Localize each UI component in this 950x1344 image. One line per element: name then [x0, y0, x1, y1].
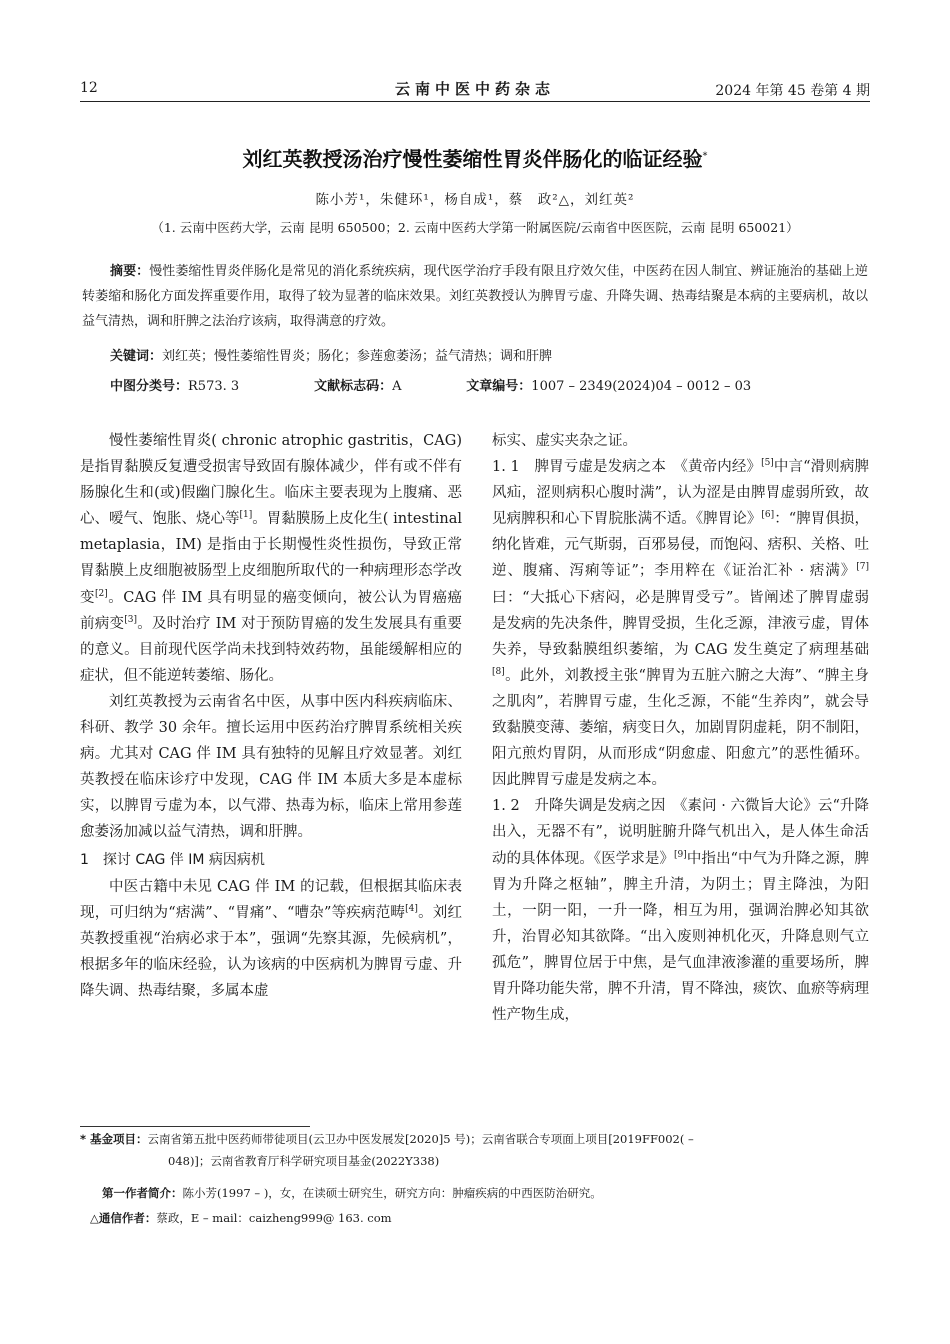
fund-text-continued: 048)]；云南省教育厅科学研究项目基金(2022Y338) — [168, 1154, 440, 1168]
first-author-label: 第一作者简介： — [102, 1186, 183, 1200]
citation: [5] — [761, 458, 774, 469]
citation: [4] — [405, 903, 418, 914]
issue-info: 2024 年第 45 卷第 4 期 — [715, 83, 870, 99]
paragraph: 慢性萎缩性胃炎( chronic atrophic gastritis，CAG) 是指胃黏膜反复遭受损害导致固有腺体减少，伴有或不伴有肠腺化生和(或)假幽门腺化生。临床主要表现为上腹痛、恶心、嗳气、饱胀、烧心等[1]。胃黏膜肠上皮化生( intestinal metaplasia，IM) 是指由于长期慢性炎性损伤，导致正常胃黏膜上皮细胞被肠型上皮细胞所取代的一种病理形态学改变[2]。CAG 伴 IM 具有明显的癌变倾向，被公认为胃癌癌前病变[3]。及时治疗 IM 对于预防胃癌的发生发展具有重要的意义。目前现代医学尚未找到特效药物，虽能缓解相应的症状，但不能逆转萎缩、肠化。 — [80, 433, 462, 684]
doc-code-label: 文献标志码： — [314, 379, 393, 394]
article-title-text: 刘红英教授汤治疗慢性萎缩性胃炎伴肠化的临证经验 — [242, 147, 703, 171]
paragraph: 刘红英教授为云南省名中医，从事中医内科疾病临床、科研、教学 30 余年。擅长运用中医药治疗脾胃系统相关疾病。尤其对 CAG 伴 IM 具有独特的见解且疗效显著。刘红英教授在临床诊疗中发现，CAG 伴 IM 本质大多是本虚标实，以脾胃亏虚为本，以气滞、热毒为标，临床上常用参莲愈萎汤加减以益气清热，调和肝脾。 — [80, 693, 462, 841]
citation: [6] — [761, 510, 775, 521]
first-author-text: 陈小芳(1997 – )，女，在读硕士研究生，研究方向：肿瘤疾病的中西医防治研究。 — [182, 1186, 602, 1200]
citation: [9] — [674, 849, 687, 860]
article-number-label: 文章编号： — [466, 379, 532, 394]
clc-label: 中图分类号： — [110, 379, 189, 394]
footnote-first-author — [80, 1182, 870, 1204]
footnote-corresponding-author — [80, 1207, 870, 1229]
keywords — [110, 345, 868, 364]
title-footnote-mark: * — [702, 150, 708, 162]
paragraph: 1. 1 脾胃亏虚是发病之本 《黄帝内经》[5]中言“滑则病脾风疝，涩则病积心腹时满”，认为涩是由脾胃虚弱所致，故见病脾积和心下胃脘胀满不适。《脾胃论》[6]：“脾胃俱损，纳化皆难，元气斯弱，百邪易侵，而饱闷、痞积、关格、吐逆、腹痛、泻痢等证”；李用粹在《证治汇补 · 痞满》[7]曰：“大抵心下痞闷，必是脾胃受亏”。皆阐述了脾胃虚弱是发病的先决条件，脾胃受损，生化乏源，津液亏虚，胃体失养，导致黏膜组织萎缩，为 CAG 发生奠定了病理基础[8]。此外，刘教授主张“脾胃为五脏六腑之大海”、“脾主身之肌肉”，若脾胃亏虚，生化乏源，不能“生养肉”，就会导致黏膜变薄、萎缩，病变日久，加剧胃阴虚耗，阴不制阳，阳亢煎灼胃阴，从而形成“阴愈虚、阳愈亢”的恶性循环。因此脾胃亏虚是发病之本。 — [492, 458, 870, 789]
fund-label: * 基金项目： — [80, 1132, 148, 1146]
subsection-heading: 1. 2 升降失调是发病之因 — [492, 798, 666, 815]
article-number-value: 1007 – 2349(2024)04 – 0012 – 03 — [531, 379, 752, 394]
citation: [8] — [492, 667, 505, 678]
abstract — [82, 259, 868, 334]
classification-line — [110, 375, 868, 394]
citation: [2] — [95, 588, 108, 599]
running-header — [80, 76, 870, 100]
paragraph: 中医古籍中未见 CAG 伴 IM 的记载，但根据其临床表现，可归纳为“痞满”、“胃痛”、“嘈杂”等疾病范畴[4]。刘红英教授重视“治病必求于本”，强调“先察其源，先候病机”，根据多年的临床经验，认为该病的中医病机为脾胃亏虚、升降失调、热毒结聚，多属本虚 — [80, 878, 462, 999]
corresponding-label: △通信作者： — [90, 1211, 157, 1225]
citation: [1] — [239, 510, 253, 521]
abstract-text: 慢性萎缩性胃炎伴肠化是常见的消化系统疾病，现代医学治疗手段有限且疗效欠佳，中医药在因人制宜、辨证施治的基础上逆转萎缩和肠化方面发挥重要作用，取得了较为显著的临床效果。刘红英教授认为脾胃亏虚、升降失调、热毒结聚是本病的主要病机，故以益气清热，调和肝脾之法治疗该病，取得满意的疗效。 — [82, 264, 868, 329]
footnote-fund — [80, 1128, 870, 1172]
section-heading: 1 探讨 CAG 伴 IM 病因病机 — [80, 851, 265, 868]
doc-code-value: A — [392, 379, 402, 394]
citation: [7] — [856, 562, 869, 573]
body-right-column — [492, 428, 869, 1028]
affiliations: （1. 云南中医药大学，云南 昆明 650500；2. 云南中医药大学第一附属医院/云南省中医医院，云南 昆明 650021） — [151, 220, 799, 235]
journal-name: 云南中医中药杂志 — [394, 80, 555, 98]
footnote-rule — [80, 1126, 310, 1127]
body-left-column — [80, 428, 462, 1004]
article-title — [0, 143, 950, 172]
authors: 陈小芳¹，朱健环¹，杨自成¹，蔡 政²△，刘红英² — [315, 192, 635, 208]
keywords-text: 刘红英；慢性萎缩性胃炎；肠化；参莲愈萎汤；益气清热；调和肝脾 — [162, 349, 553, 364]
subsection-heading: 1. 1 脾胃亏虚是发病之本 — [492, 459, 667, 476]
keywords-label: 关键词： — [110, 349, 163, 364]
header-rule — [80, 101, 870, 102]
page-number: 12 — [80, 80, 98, 96]
clc-value: R573. 3 — [188, 379, 240, 394]
fund-text: 云南省第五批中医药师带徒项目(云卫办中医发展发[2020]5 号)；云南省联合专项面上项目[2019FF002( – — [147, 1132, 694, 1146]
citation: [3] — [124, 614, 137, 625]
paragraph: 标实、虚实夹杂之证。 — [492, 433, 637, 449]
corresponding-text: 蔡政，E – mail：caizheng999@ 163. com — [156, 1211, 392, 1225]
paragraph: 1. 2 升降失调是发病之因 《素问 · 六微旨大论》云“升降出入，无器不有”，说明脏腑升降气机出入，是人体生命活动的具体体现。《医学求是》[9]中指出“中气为升降之源，脾胃为升降之枢轴”，脾主升清，为阴土；胃主降浊，为阳土，一阴一阳，一升一降，相互为用，强调治脾必知其欲升，治胃必知其欲降。“出入废则神机化灭，升降息则气立孤危”，脾胃位居于中焦，是气血津液渗灌的重要场所，脾胃升降功能失常，脾不升清，胃不降浊，痰饮、血瘀等病理性产物生成， — [492, 798, 869, 1024]
abstract-label: 摘要： — [110, 264, 150, 279]
